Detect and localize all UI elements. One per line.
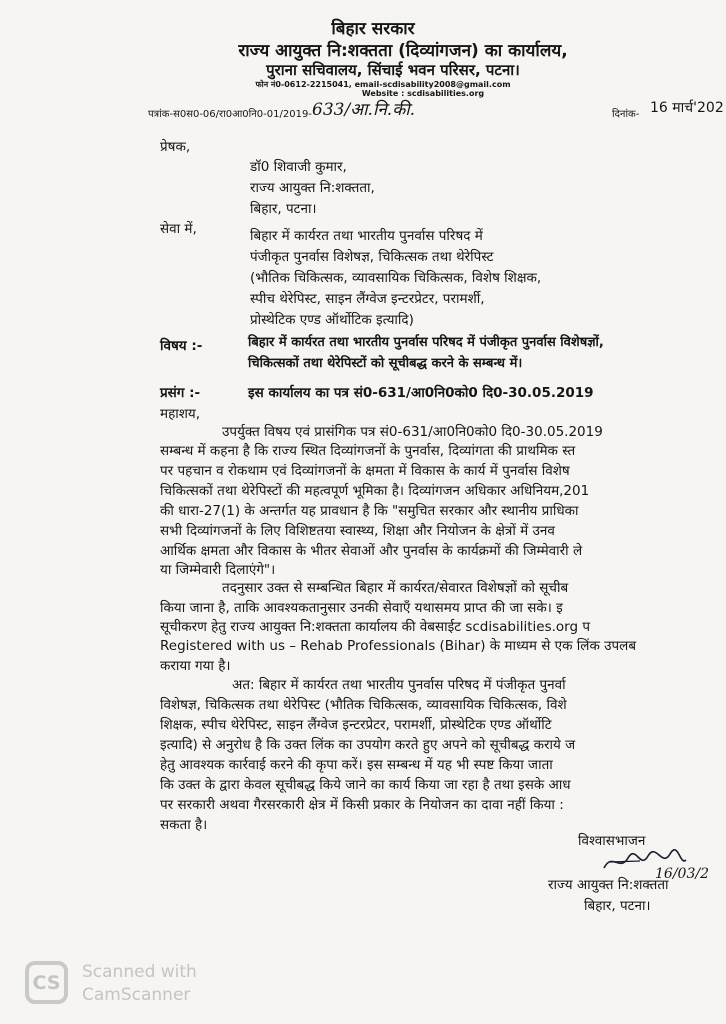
paragraph-line: तदनुसार उक्त से सम्बन्धित बिहार में कार्यरत/सेवारत विशेषज्ञों को सूचीब: [222, 580, 569, 596]
recipient-line: पंजीकृत पुनर्वास विशेषज्ञ, चिकित्सक तथा थेरेपिस्ट: [250, 249, 494, 265]
subject-label: विषय :-: [160, 338, 203, 354]
paragraph-line: सभी दिव्यांगजनों के लिए विशिष्टतया स्वास्थ्य, शिक्षा और नियोजन के क्षेत्रों में उनव: [160, 523, 555, 539]
reference-text: इस कार्यालय का पत्र सं0-631/आ0नि0को0 दि0-30.05.2019: [248, 385, 594, 401]
paragraph-line: हेतु आवश्यक कार्रवाई करने की कृपा करें। इस सम्बन्ध में यह भी स्पष्ट किया जाता: [160, 757, 553, 773]
recipient-line: स्पीच थेरेपिस्ट, साइन लैंग्वेज इन्टरप्रेटर, परामर्शी,: [250, 291, 485, 307]
paragraph-line: चिकित्सकों तथा थेरेपिस्टों की महत्वपूर्ण भूमिका है। दिव्यांगजन अधिकार अधिनियम,201: [160, 483, 590, 499]
header-govt-title: बिहार सरकार: [331, 19, 415, 39]
reference-label: प्रसंग :-: [160, 385, 201, 401]
paragraph-line: या जिम्मेवारी दिलाएंगे"।: [160, 562, 276, 578]
paragraph-line: उपर्युक्त विषय एवं प्रासंगिक पत्र सं0-631/आ0नि0को0 दि0-30.05.2019: [222, 424, 603, 440]
letter-number: पत्रांक-स0स0-06/रा0आ0नि0-01/2019-: [148, 109, 312, 120]
signature-place: बिहार, पटना।: [584, 898, 651, 914]
paragraph-line: इत्यादि) से अनुरोध है कि उक्त लिंक का उपयोग करते हुए अपने को सूचीबद्ध कराये ज: [160, 737, 576, 753]
paragraph-line: अत: बिहार में कार्यरत तथा भारतीय पुनर्वास परिषद में पंजीकृत पुनर्वा: [232, 677, 566, 693]
paragraph-line: पर सरकारी अथवा गैरसरकारी क्षेत्र में किसी प्रकार के नियोजन का दावा नहीं किया :: [160, 797, 564, 813]
sender-designation: राज्य आयुक्त नि:शक्तता,: [250, 180, 375, 196]
paragraph-line: आर्थिक क्षमता और विकास के भीतर सेवाओं और पुनर्वास के कार्यक्रमों की जिम्मेवारी ले: [160, 543, 583, 559]
recipient-line: (भौतिक चिकित्सक, व्यावसायिक चिकित्सक, विशेष शिक्षक,: [250, 270, 542, 286]
camscanner-logo-icon: CS: [25, 961, 68, 1004]
recipient-line: बिहार में कार्यरत तथा भारतीय पुनर्वास परिषद में: [250, 228, 483, 244]
signature-designation: राज्य आयुक्त नि:शक्तता: [548, 877, 669, 893]
handwritten-letter-number: 633/आ.नि.की.: [312, 100, 416, 120]
paragraph-line: कराया गया है।: [160, 658, 231, 674]
paragraph-line: पर पहचान व रोकथाम एवं दिव्यांगजनों के क्षमता में विकास के कार्य में पुनर्वास विशेष: [160, 463, 570, 479]
sender-place: बिहार, पटना।: [250, 201, 317, 217]
header-contact: फोन नं0-0612-2215041, email-scdisability2008@gmail.com: [255, 80, 511, 89]
recipient-line: प्रोस्थेटिक एण्ड ऑर्थोटिक इत्यादि): [250, 312, 414, 328]
paragraph-line: सूचीकरण हेतु राज्य आयुक्त नि:शक्तता कार्यालय की वेबसाईट scdisabilities.org प: [160, 619, 590, 635]
subject-line: बिहार में कार्यरत तथा भारतीय पुनर्वास परिषद में पंजीकृत पुनर्वास विशेषज्ञों,: [248, 335, 604, 350]
paragraph-line: सकता है।: [160, 817, 208, 833]
paragraph-line: विशेषज्ञ, चिकित्सक तथा थेरेपिस्ट (भौतिक चिकित्सक, व्यावसायिक चिकित्सक, विशे: [160, 697, 567, 713]
paragraph-line: शिक्षक, स्पीच थेरेपिस्ट, साइन लैंग्वेज इन्टरप्रेटर, परामर्शी, प्रोस्थेटिक एण्ड ऑर्थोटि: [160, 717, 552, 733]
header-office-name: राज्य आयुक्त नि:शक्तता (दिव्यांगजन) का कार्यालय,: [238, 41, 568, 61]
paragraph-line: सम्बन्ध में कहना है कि राज्य स्थित दिव्यांगजनों के पुनर्वास, दिव्यांगता की प्राथमिक स्त: [160, 443, 576, 459]
sender-name: डॉ0 शिवाजी कुमार,: [250, 159, 347, 175]
signature-closing: विश्वासभाजन: [578, 833, 646, 849]
watermark-line-2: CamScanner: [82, 985, 191, 1005]
paragraph-line: की धारा-27(1) के अन्तर्गत यह प्रावधान है कि "समुचित सरकार और स्थानीय प्राधिका: [160, 503, 579, 519]
paragraph-line: Registered with us – Rehab Professionals (Bihar) के माध्यम से एक लिंक उपलब: [160, 638, 637, 654]
watermark-line-1: Scanned with: [82, 962, 197, 982]
header-website: Website : scdisabilities.org: [361, 89, 485, 98]
subject-line: चिकित्सकों तथा थेरेपिस्टों को सूचीबद्ध करने के सम्बन्ध में।: [248, 356, 523, 371]
date-label: दिनांक-: [612, 109, 640, 120]
header-address: पुराना सचिवालय, सिंचाई भवन परिसर, पटना।: [266, 61, 520, 79]
paragraph-line: किया जाना है, ताकि आवश्यकतानुसार उनकी सेवाएँ यथासमय प्राप्त की जा सके। इ: [160, 600, 563, 616]
sender-label: प्रेषक,: [160, 139, 191, 155]
letter-date: 16 मार्च'202: [650, 100, 724, 116]
handwritten-signature-date: 16/03/2: [655, 866, 709, 882]
paragraph-line: कि उक्त के द्वारा केवल सूचीबद्ध किये जाने का कार्य किया जा रहा है तथा इसके आध: [160, 777, 571, 793]
salutation: महाशय,: [160, 406, 201, 422]
recipient-label: सेवा में,: [160, 221, 197, 237]
